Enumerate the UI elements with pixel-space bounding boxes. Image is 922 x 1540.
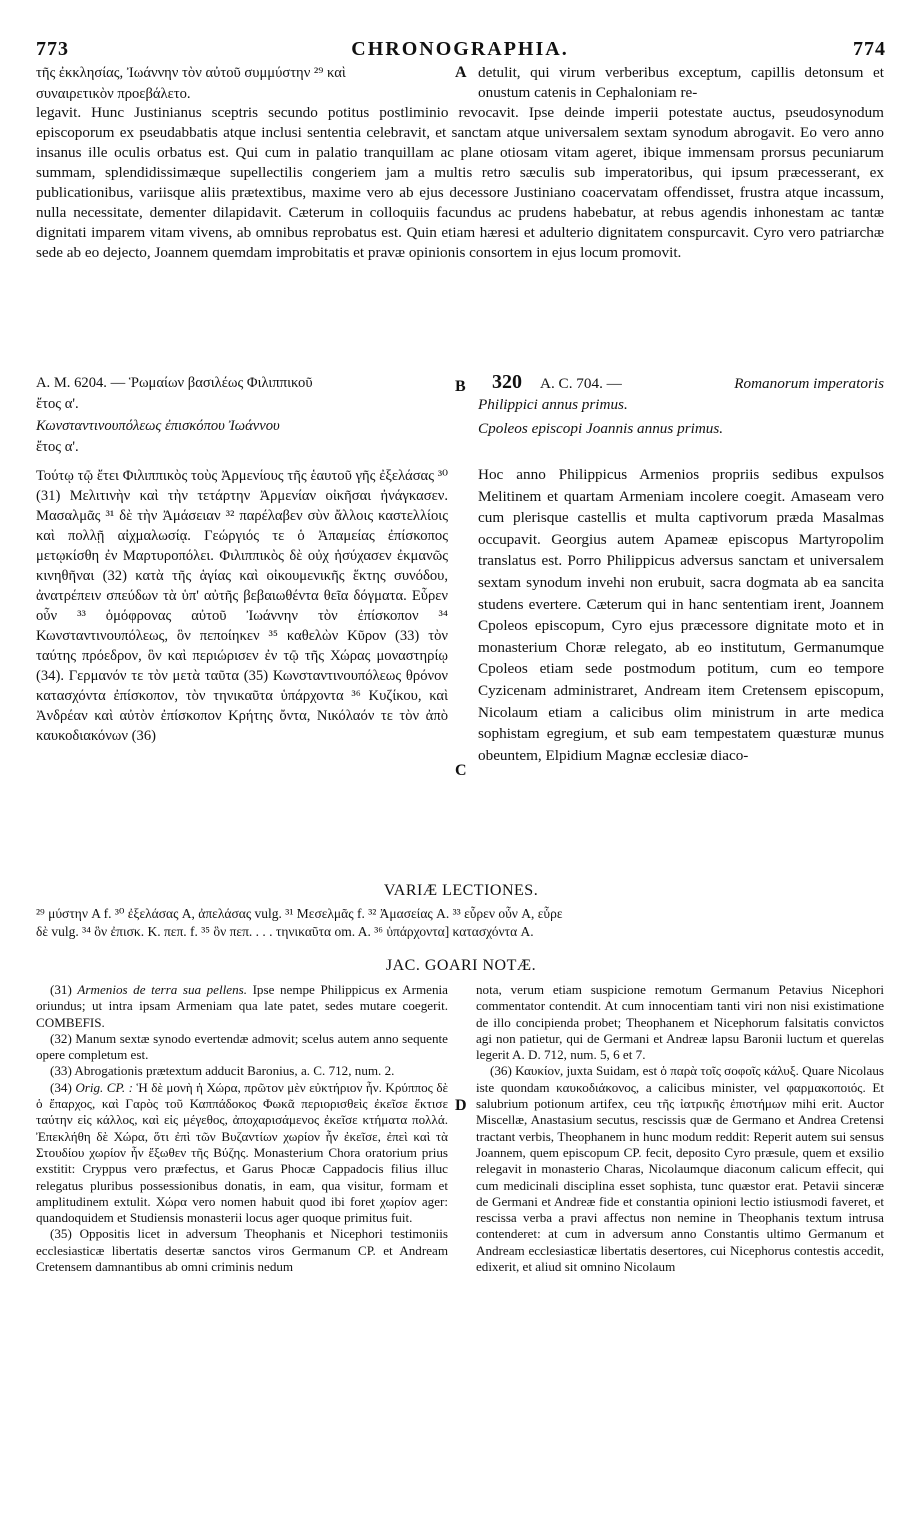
year-heading-latin-1a: A. C. 704. — bbox=[540, 375, 622, 392]
note-text: Abrogationis prætextum adducit Baronius, a. C. 712, num. 2. bbox=[71, 1063, 395, 1079]
margin-letter-a: A bbox=[455, 64, 467, 81]
note-31 bbox=[36, 982, 448, 1031]
year-heading-greek-1: A. M. 6204. — Ῥωμαίων βασιλέως Φιλιππικοῦ bbox=[36, 375, 313, 391]
margin-letter-b: B bbox=[455, 378, 466, 395]
column-number: 320 bbox=[492, 371, 522, 393]
year-heading-latin-3: Cpoleos episcopi Joannis annus primus. bbox=[478, 420, 724, 437]
notae-heading: JAC. GOARI NOTÆ. bbox=[385, 957, 537, 974]
variae-line-2: δὲ vulg. ³⁴ ὃν ἐπισκ. K. πεπ. f. ³⁵ ὃν πεπ. . . . τηνικαῦτα om. A. ³⁶ ὑπάρχοντα] κατασχόντα A. bbox=[36, 924, 534, 939]
note-num: (34) bbox=[50, 1079, 72, 1095]
note-num: (31) bbox=[50, 982, 72, 997]
year-heading-greek-3: Κωνσταντινουπόλεως ἐπισκόπου Ἰωάννου bbox=[36, 418, 280, 434]
note-33 bbox=[36, 1063, 448, 1079]
note-36: (36) Καυκίον, juxta Suidam, est ὁ παρὰ τοῖς σοφοῖς κάλυξ. Quare Nicolaus iste quondam καυκοδιάκονος, a calicibus minister, vel φαρμακοποιός. Et salubrium potionum artifex, ceu τῆς ἰατρικῆς ἐπιστήμων mihi erit. Auctor Miscellæ, Anastasium secutus, rescissis quæ de Germano et Andrea Cretensi tractant verbis, Theophanem in hunc modum reddit: Reperit autem sui sensus Joannem, quem episcopum CP. fecit, deposito Cyro præsule, quem et exsilio relegavit in monasterio Charas, Nicolaumque diaconum calicum effecit, qui cum medicinali disciplina esset sophista, tunc quæstor erat. Petavii sinceræ de Germani et Andreæ fide et constantia opinioni lectio istiusmodi faveret, et rescissa verba a pravi affectus non nemine in Theophanis textum intrusa contenderet: at cum in adversum anno Constantis ultimo Germanum et Andream ecclesiasticæ libertatis desertores, cui Nicephorus contestis accedit, edixerit, et aliud sit omnino Nicolaum bbox=[476, 1063, 884, 1275]
year-heading-latin-2: Philippici annus primus. bbox=[478, 396, 628, 413]
variae-heading: VARIÆ LECTIONES. bbox=[383, 882, 539, 899]
variae-line-1: ²⁹ μύστην A f. ³⁰ ἐξελάσας A, ἀπελάσας vulg. ³¹ Μεσελμᾶς f. ³² Ἀμασείας A. ³³ εὗρεν οὖν A, εὗρε bbox=[36, 906, 563, 921]
page-number-right: 774 bbox=[853, 38, 886, 60]
note-lemma: Armenios de terra sua pellens. bbox=[77, 982, 247, 997]
note-text: Oppositis licet in adversum Theophanis et Nicephori testimoniis ecclesiasticæ libertatis desertæ sanctos viros Germanum CP. et Andream Cretensem damnantibus ab omni criminis nedum bbox=[36, 1226, 448, 1275]
latin-top-right: detulit, qui virum verberibus exceptum, capillis detonsum et onustum catenis in Cephaloniam re- bbox=[478, 64, 884, 101]
greek-top-line-1: τῆς ἐκκλησίας, Ἰωάννην τὸν αὐτοῦ συμμύστην ²⁹ καὶ bbox=[36, 65, 346, 81]
notae-right-column bbox=[476, 982, 884, 1275]
note-text: Manum sextæ synodo evertendæ admovit; scelus autem anno sequente opere completum est. bbox=[36, 1030, 448, 1063]
note-35 bbox=[36, 1226, 448, 1275]
margin-letter-d: D bbox=[455, 1097, 467, 1114]
notae-left-column bbox=[36, 982, 448, 1275]
note-num: (32) bbox=[50, 1030, 72, 1046]
note-num: (33) bbox=[50, 1063, 72, 1079]
note-34 bbox=[36, 1080, 448, 1227]
running-title: CHRONOGRAPHIA. bbox=[351, 38, 569, 60]
year-heading-greek-4: ἔτος α'. bbox=[36, 439, 79, 455]
note-35-continued: nota, verum etiam suspicione remotum Germanum Petavius Nicephori commentator contendit. At cum innocentiam tanti viri non nisi existimatione de illo concipienda probet; Theophanem et Nicephorum falsitatis convictos agi non patietur, qui de Germani et Andreæ lapsu Baronii luctum et querelas legerit A. D. 712, num. 5, 6 et 7. bbox=[476, 982, 884, 1063]
year-heading-latin-1b: Romanorum imperatoris bbox=[734, 375, 884, 392]
margin-letter-c: C bbox=[455, 762, 467, 779]
greek-column-text: Τούτῳ τῷ ἔτει Φιλιππικὸς τοὺς Ἀρμενίους τῆς ἑαυτοῦ γῆς ἐξελάσας ³⁰ (31) Μελιτινὴν καὶ τὴν τετάρτην Ἀρμενίαν οἰκῆσαι ἠνάγκασεν. Μασαλμᾶς ³¹ δὲ τὴν Ἀμάσειαν ³² παρέλαβεν σὺν ἄλλοις καστελλίοις καὶ πολλῇ αἰχμαλωσίᾳ. Γεώργιός τε ὁ Ἀπαμείας ἐπίσκοπος μετῳκίσθη ἐν Μαρτυροπόλει. Φιλιππικὸς δὲ οὐχ ἡσύχασεν ἐκμανῶς κινηθῆναι (32) κατὰ τῆς ἁγίας καὶ οἰκουμενικῆς ἕκτης συνόδου, ἀνατρέπειν σπεύδων τὰ ὑπ' αὐτῆς βεβαιωθέντα θεῖα δόγματα. Εὗρεν οὖν ³³ ὁμόφρονας αὐτοῦ Ἰωάννην τὸν ἐπίσκοπον ³⁴ Κωνσταντινουπόλεως, ὃν πεποίηκεν ³⁵ καθελὼν Κῦρον (33) τὸν ταύτης πρόεδρον, ὃν καὶ περιώρισεν ἐν τῷ τῆς Χώρας μοναστηρίῳ (34). Γερμανόν τε τὸν μετὰ ταῦτα (35) Κωνσταντινουπόλεως θρόνον κατασχόντα ἐπίσκοπον, τὸν τηνικαῦτα ὑπάρχοντα ³⁶ Κυζίκου, καὶ Ἀνδρέαν καὶ αὐτὸν ἐπίσκοπον Κρήτης ὄντα, Νικόλαόν τε τὸν ἀπὸ καυκοδιακόνων (36) bbox=[36, 468, 448, 744]
note-32 bbox=[36, 1031, 448, 1064]
year-heading-greek-2: ἔτος α'. bbox=[36, 396, 79, 412]
note-num: (35) bbox=[50, 1226, 72, 1242]
latin-column-text: Hoc anno Philippicus Armenios propriis sedibus expulsos Melitinem et quartam Armeniam incolere coegit. Amaseam vero cum plerisque castellis et multa captivorum præda Masalmas occupavit. Georgius autem Apameæ episcopus Martyropolim translatus est. Porro Philippicus adversus sanctam et universalem sextam synodum invehi non erubuit, sacra dogmata ab ea sancita studens evertere. Cæterum qui in hanc sententiam irent, Joannem Cpoleos episcopum, Cyro ejus præcessore dignitate moto et in monasterium Choræ relegato, ab eo institutum, Germanumque Cpoleos etiam sede postmodum potitum, cum eo tempore Cyzicenam administraret, Andream item Cretensem episcopum, Nicolaum etiam a calicibus olim ministrum in arte medica sophistam egregium, et sub eam tempestatem quæsturæ munus obeuntem, Elpidium Magnæ ecclesiæ diaco- bbox=[478, 466, 884, 764]
note-text: Ἡ δὲ μονὴ ἡ Χώρα, πρῶτον μὲν εὐκτήριον ἦν. Κρύππος δὲ ὁ ἔπαρχος, καὶ Γαρὸς τοῦ Καππάδοκος Φωκᾶ περιορισθεὶς ἐκεῖσε ἔκτισε ταύτην εἰς κάλλος, καὶ εἰς μέγεθος, ἀποχαρισάμενος ἐκεῖσε κτήματα πολλά. Ἐπεκλήθη δὲ Χώρα, ὅτι ἐπὶ τῶν Βυζαντίων χωρίον ἦν ἐκεῖσε, ἐπεὶ καὶ τὰ Στουδίου χωρίον ἦν ἔξωθεν τῆς Βύζης. Monasterium Chora oratorium prius exstitit: Cryppus vero præfectus, et Garus Phocæ Cappadocis filius illuc relegatus pluribus possessionibus donatis, in eam, qua visitur, formam et amplitudinem extulit. Χώρα vero nomen habuit quod ibi foret χωρίον ager: quandoquidem et Studiensis monasterii locus ager quoque primitus fuit. bbox=[36, 1079, 448, 1226]
latin-top-body: legavit. Hunc Justinianus sceptris secundo potitus postliminio revocavit. Ipse deinde imperii potestate auctus, pseudosynodum episcoporum ex pseudabbatis atque inclusi sententia celebravit, et sanctam atque universalem sextam synodum abrogavit. Eo vero anno insanus ille oculis orbatus est. Qui cum in palatio tranquillam ac plane otiosam vitam ageret, ibique immensam prorsus pecuniarum summam, splendidissimæque supellectilis congeriem jam a multis retro sæculis sub imperatoribus, qui ipsum præcesserant, ex publicationibus, variisque aliis prætextibus, maxime vero ab ejus decessore Justiniano coacervatam offendisset, frustra atque incassum, nulla necessitate, dementer dilapidavit. Cæterum in colloquiis facundus ac prudens habebatur, at rebus agendis inhonestam ac tantæ dignitati imparem vitam vivens, ab omnibus reprobatus est. Quin etiam hæresi et adulterio dignitatem conspurcavit. Cyro vero patriarchæ sede ab eo dejecto, Joannem quemdam improbitatis et pravæ opinionis consortem in ejus locum promovit. bbox=[36, 104, 884, 261]
page-number-left: 773 bbox=[36, 38, 69, 60]
greek-top-line-2: συναιρετικὸν προεβάλετο. bbox=[36, 86, 191, 102]
note-lemma: Orig. CP. : bbox=[75, 1079, 133, 1095]
note-text: Ipse nempe Philippicus ex Armenia oriundus; ut intra ipsam Armeniam qua late patet, sedes mutare coegerit. COMBEFIS. bbox=[36, 982, 448, 1030]
